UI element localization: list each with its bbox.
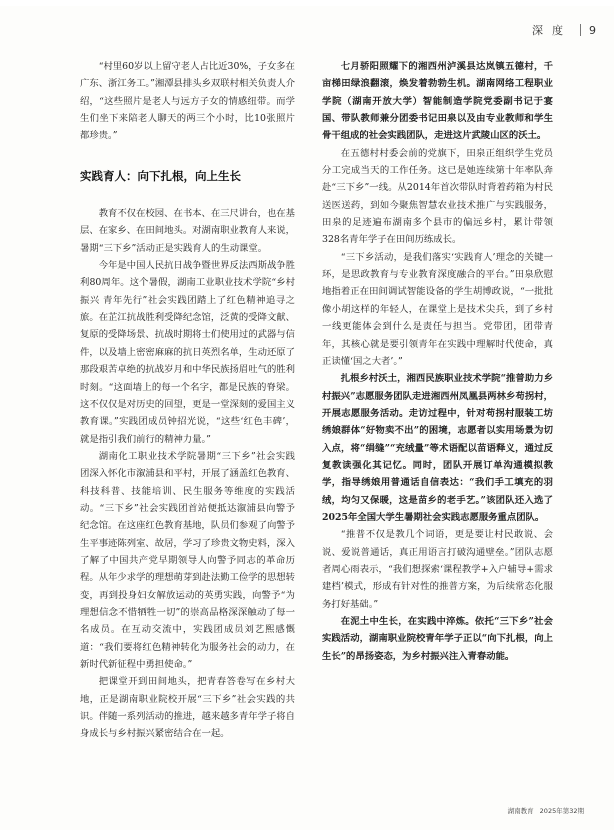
section-title: 深度 <box>532 24 572 37</box>
running-header <box>532 22 596 38</box>
paragraph: “推普不仅是教几个词语，更是要让村民敢说、会说、爱说普通话，真正用语言打破沟通壁垒。”团队志愿者周心雨表示，“我们想探索‘课程教学+入户辅导+需求建档’模式，形成有针对性的推普方案，为后续常态化服务打好基础。” <box>322 529 553 610</box>
left-column <box>80 58 295 743</box>
paragraph: 在泥土中生长，在实践中淬炼。依托“三下乡”社会实践活动，湖南职业院校青年学子正以“向下扎根，向上生长”的昂扬姿态，为乡村振兴注入青春动能。 <box>322 616 553 662</box>
right-column <box>322 58 553 665</box>
header-divider <box>580 24 581 36</box>
page-number: 9 <box>589 23 596 37</box>
page-top-strip <box>0 0 614 6</box>
paragraph: 在五德村村委会前的党旗下，田泉正组织学生党员分工完成当天的工作任务。这已是她连续第十年率队奔赴“三下乡”一线。从2014年首次带队时背着药箱为村民送医送药，到如今聚焦智慧农业技术推广与实践服务，田泉的足迹遍布湖南多个县市的偏远乡村，累计带领328名青年学子在田间历练成长。 <box>322 147 553 246</box>
section-heading: 实践育人：向下扎根，向上生长 <box>80 168 241 183</box>
page-footer <box>508 806 584 815</box>
paragraph: 教育不仅在校园、在书本、在三尺讲台，也在基层、在家乡、在田间地头。对湖南职业教育人来说，暑期“三下乡”活动正是实践育人的生动课堂。 <box>80 208 295 254</box>
paragraph: 七月骄阳照耀下的湘西州泸溪县达岚镇五德村，千亩梯田绿浪翻滚，焕发着勃勃生机。湖南网络工程职业学院（湖南开放大学）智能制造学院党委副书记于宴国、带队教师兼分团委书记田泉以及由专业教师和学生骨干组成的社会实践团队，走进这片武陵山区的沃土。 <box>322 61 553 142</box>
paragraph: 今年是中国人民抗日战争暨世界反法西斯战争胜利80周年。这个暑假，湖南工业职业技术学院“乡村振兴 青年先行”社会实践团踏上了红色精神追寻之旅。在芷江抗战胜利受降纪念馆，泛黄的受降文献、复原的受降场景、抗战时期将士们使用过的武器与信件，以及墙上密密麻麻的抗日英烈名单，生动还原了那段艰苦卓绝的抗战岁月和中华民族扬眉吐气的胜利时刻。“这面墙上的每一个名字，都是民族的脊梁。这不仅仅是对历史的回望，更是一堂深刻的爱国主义教育课。”实践团成员钟招光说，“这些‘红色丰碑’，就是指引我们前行的精神力量。” <box>80 260 295 445</box>
issue-number: 2025年第32期 <box>539 807 584 815</box>
paragraph: “三下乡活动，是我们落实‘实践育人’理念的关键一环，是思政教育与专业教育深度融合的平台。”田泉欣慰地指着正在田间调试智能设备的学生胡博政说，“一批批像小胡这样的年轻人，在课堂上是技术尖兵，到了乡村一线更能体会到什么是责任与担当。党带团，团带青年，其核心就是要引领青年在实践中理解时代使命，真正读懂‘国之大者’。” <box>322 251 553 367</box>
paragraph: 把课堂开到田间地头，把青春答卷写在乡村大地，正是湖南职业院校开展“三下乡”社会实践的共识。伴随一系列活动的推进，越来越多青年学子将自身成长与乡村振兴紧密结合在一起。 <box>80 676 295 740</box>
paragraph: 湖南化工职业技术学院暑期“三下乡”社会实践团深入怀化市溆浦县和平村，开展了涵盖红色教育、科技科普、技能培训、民生服务等维度的实践活动。“三下乡”社会实践团首站便抵达溆浦县向警予纪念馆。在这座红色教育基地，队员们参观了向警予生平事迹陈列室、故居，学习了珍贵文物史料，深入了解了中国共产党早期领导人向警予同志的革命历程。从年少求学的理想萌芽到赴法勤工俭学的思想转变，再到投身妇女解放运动的英勇实践，向警予“为理想信念不惜牺牲一切”的崇高品格深深触动了每一名成员。在互动交流中，实践团成员刘艺熙感慨道：“我们要将红色精神转化为服务社会的动力，在新时代新征程中勇担使命。” <box>80 450 295 670</box>
paragraph: 扎根乡村沃土，湘西民族职业技术学院“推普助力乡村振兴”志愿服务团队走进湘西州凤凰县两林乡苟拐村，开展志愿服务活动。走访过程中，针对苟拐村服装工坊绣娘群体“好物卖不出”的困境，志愿者以实用场景为切入点，将“绢缝”“充绒量”等术语配以苗语释义，通过反复教读强化其记忆。同时，团队开展订单沟通模拟教学，指导绣娘用普通话自信表达：“我们手工填充的羽绒，均匀又保暖，这是苗乡的老手艺。”该团队还入选了2025年全国大学生暑期社会实践志愿服务重点团队。 <box>322 373 553 523</box>
journal-name: 湖南教育 <box>507 807 534 815</box>
paragraph: “村里60岁以上留守老人占比近30%，子女多在广东、浙江务工。”湘潭县排头乡双联村相关负责人介绍，“这些照片是老人与远方子女的情感纽带。而学生们坐下来陪老人聊天的两三个小时，比10张照片都珍贵。” <box>80 61 296 142</box>
